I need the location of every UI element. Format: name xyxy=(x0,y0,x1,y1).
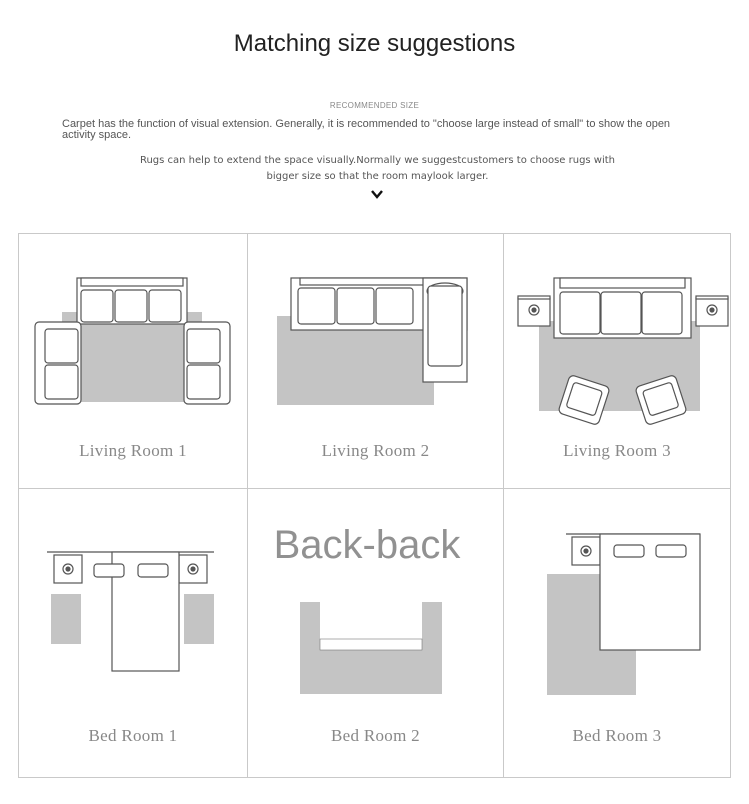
page-title: Matching size suggestions xyxy=(233,30,516,57)
room-card-living-room-3 xyxy=(504,234,730,488)
room-label: Bed Room 1 xyxy=(88,726,178,745)
room-label: Living Room 2 xyxy=(321,441,430,460)
room-label: Living Room 1 xyxy=(79,441,187,460)
intro-text: Carpet has the function of visual extension. Generally, it is recommended to "choose large instead of small" to show the open activity space. xyxy=(62,118,671,141)
room-label: Bed Room 2 xyxy=(331,726,420,745)
rug-note-line-1: Rugs can help to extend the space visually.Normally we suggestcustomers to choose rugs with xyxy=(139,155,616,166)
chevron-down-icon xyxy=(370,187,384,201)
recommended-size-subtitle: RECOMMENDED SIZE xyxy=(329,101,420,110)
room-card-living-room-1 xyxy=(19,234,247,488)
room-layout-grid xyxy=(18,233,731,778)
rug-note xyxy=(0,153,749,185)
rug-note-line-2: bigger size so that the room maylook larger. xyxy=(266,171,489,182)
room-label: Bed Room 3 xyxy=(572,726,662,745)
watermark-text: Back-back xyxy=(273,523,461,567)
room-card-living-room-2 xyxy=(248,234,503,488)
room-label: Living Room 3 xyxy=(563,441,671,460)
